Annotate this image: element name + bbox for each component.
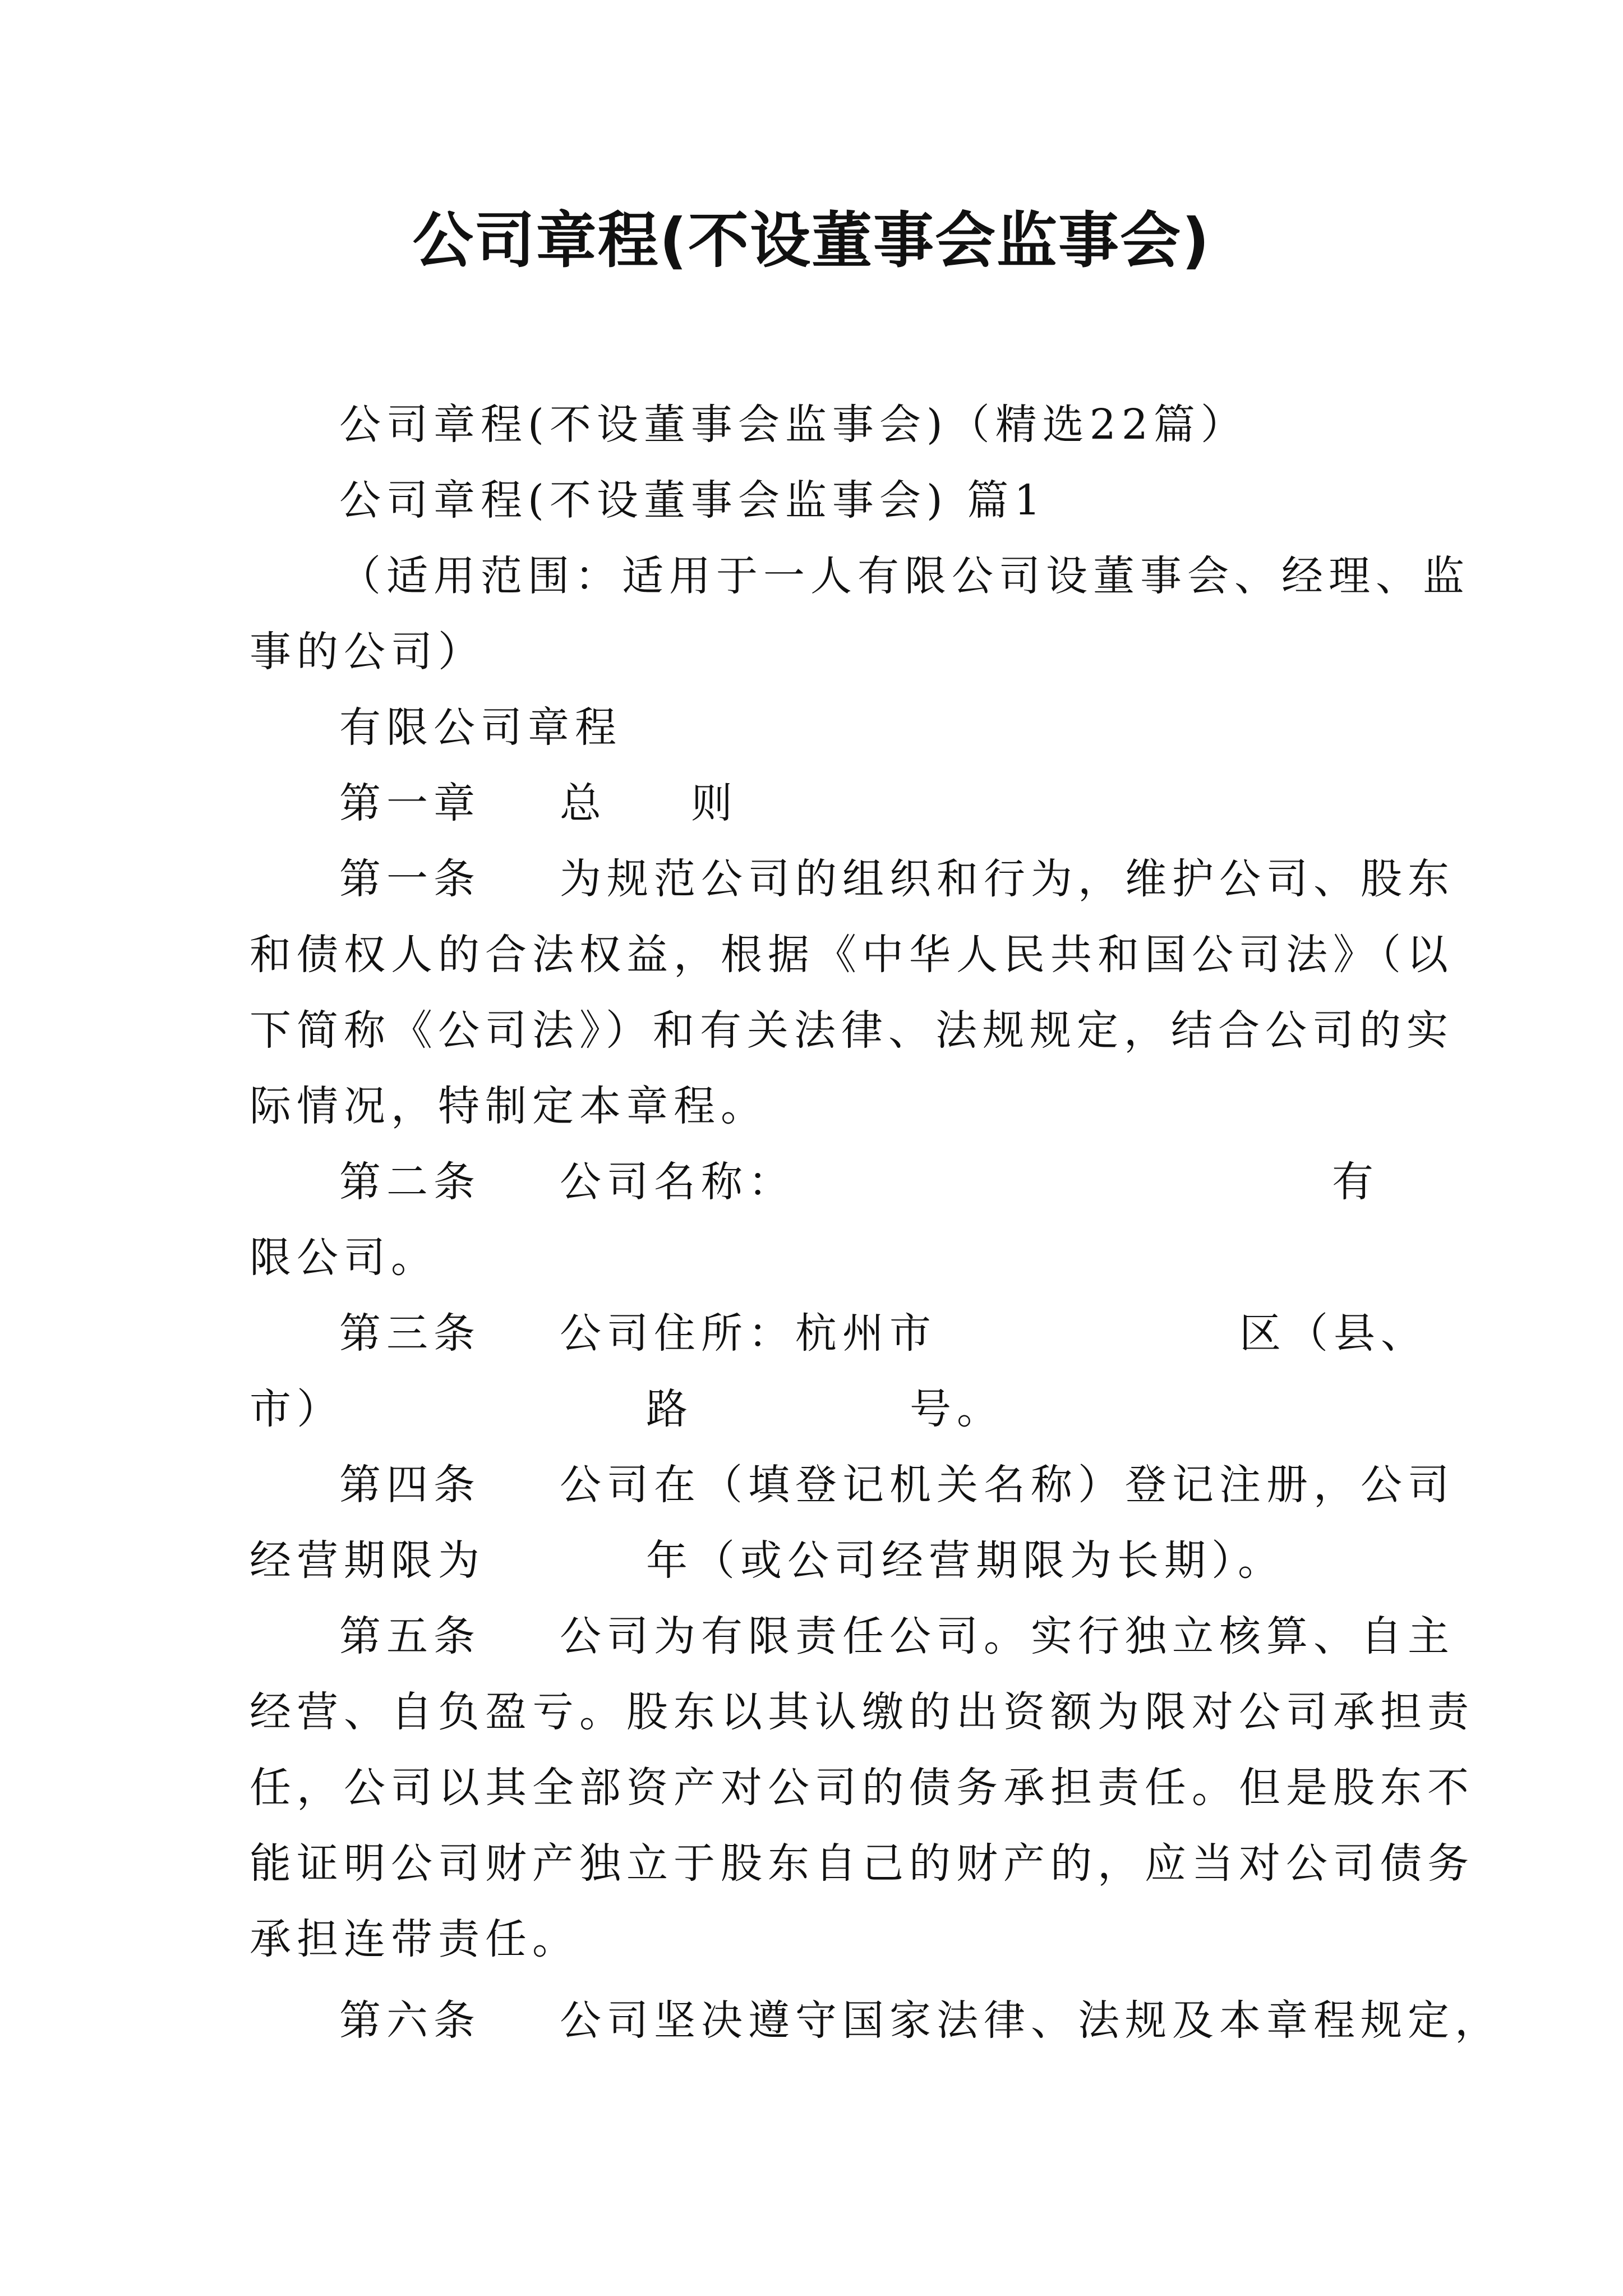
article-3-line-2c: 号。 — [910, 1385, 1004, 1433]
article-3-line-2b: 路 — [646, 1385, 693, 1433]
article-6-line-1: 公司坚决遵守国家法律、法规及本章程规定， — [560, 1996, 1502, 2045]
article-5-line-3: 任，公司以其全部资产对公司的债务承担责任。但是股东不 — [250, 1764, 1474, 1812]
section-heading: 公司章程(不设董事会监事会) 篇1 — [339, 476, 1046, 524]
article-1-line-3: 下简称《公司法》）和有关法律、法规规定，结合公司的实 — [250, 1006, 1454, 1055]
article-1-line-4: 际情况，特制定本章程。 — [250, 1082, 768, 1130]
article-3-line-2a: 市） — [250, 1385, 344, 1433]
article-1-line-1: 为规范公司的组织和行为，维护公司、股东 — [560, 855, 1455, 903]
article-4-line-1: 公司在（填登记机关名称）登记注册，公司 — [560, 1461, 1455, 1509]
document-title: 公司章程(不设董事会监事会) — [412, 206, 1211, 276]
article-2-line-2: 限公司。 — [250, 1234, 438, 1282]
article-5-line-2: 经营、自负盈亏。股东以其认缴的出资额为限对公司承担责 — [250, 1688, 1474, 1736]
company-charter-heading: 有限公司章程 — [339, 703, 622, 752]
article-3-end: 区（县、 — [1239, 1309, 1428, 1358]
article-2-end: 有 — [1332, 1158, 1379, 1206]
article-4-line-2b: 年（或公司经营期限为长期）。 — [646, 1536, 1285, 1585]
article-3-label: 第三条 — [339, 1309, 481, 1358]
article-2-text: 公司名称： — [560, 1158, 795, 1206]
scope-line-1: （适用范围：适用于一人有限公司设董事会、经理、监 — [339, 552, 1470, 600]
article-5-label: 第五条 — [339, 1612, 481, 1660]
article-1-line-2: 和债权人的合法权益，根据《中华人民共和国公司法》（以 — [250, 931, 1454, 979]
chapter-1-label: 第一章 — [339, 779, 481, 827]
article-1-label: 第一条 — [339, 855, 481, 903]
article-5-line-4: 能证明公司财产独立于股东自己的财产的，应当对公司债务 — [250, 1839, 1474, 1888]
article-5-line-5: 承担连带责任。 — [250, 1915, 579, 1963]
article-6-label: 第六条 — [339, 1996, 481, 2045]
article-5-line-1: 公司为有限责任公司。实行独立核算、自主 — [560, 1612, 1455, 1660]
article-3-text: 公司住所：杭州市 — [560, 1309, 937, 1358]
article-4-label: 第四条 — [339, 1461, 481, 1509]
article-2-label: 第二条 — [339, 1158, 481, 1206]
scope-line-2: 事的公司） — [250, 628, 485, 676]
subtitle: 公司章程(不设董事会监事会)（精选22篇） — [339, 401, 1248, 449]
article-4-line-2a: 经营期限为 — [250, 1536, 485, 1585]
chapter-1-word-2: 则 — [691, 779, 738, 827]
chapter-1-word-1: 总 — [560, 779, 607, 827]
